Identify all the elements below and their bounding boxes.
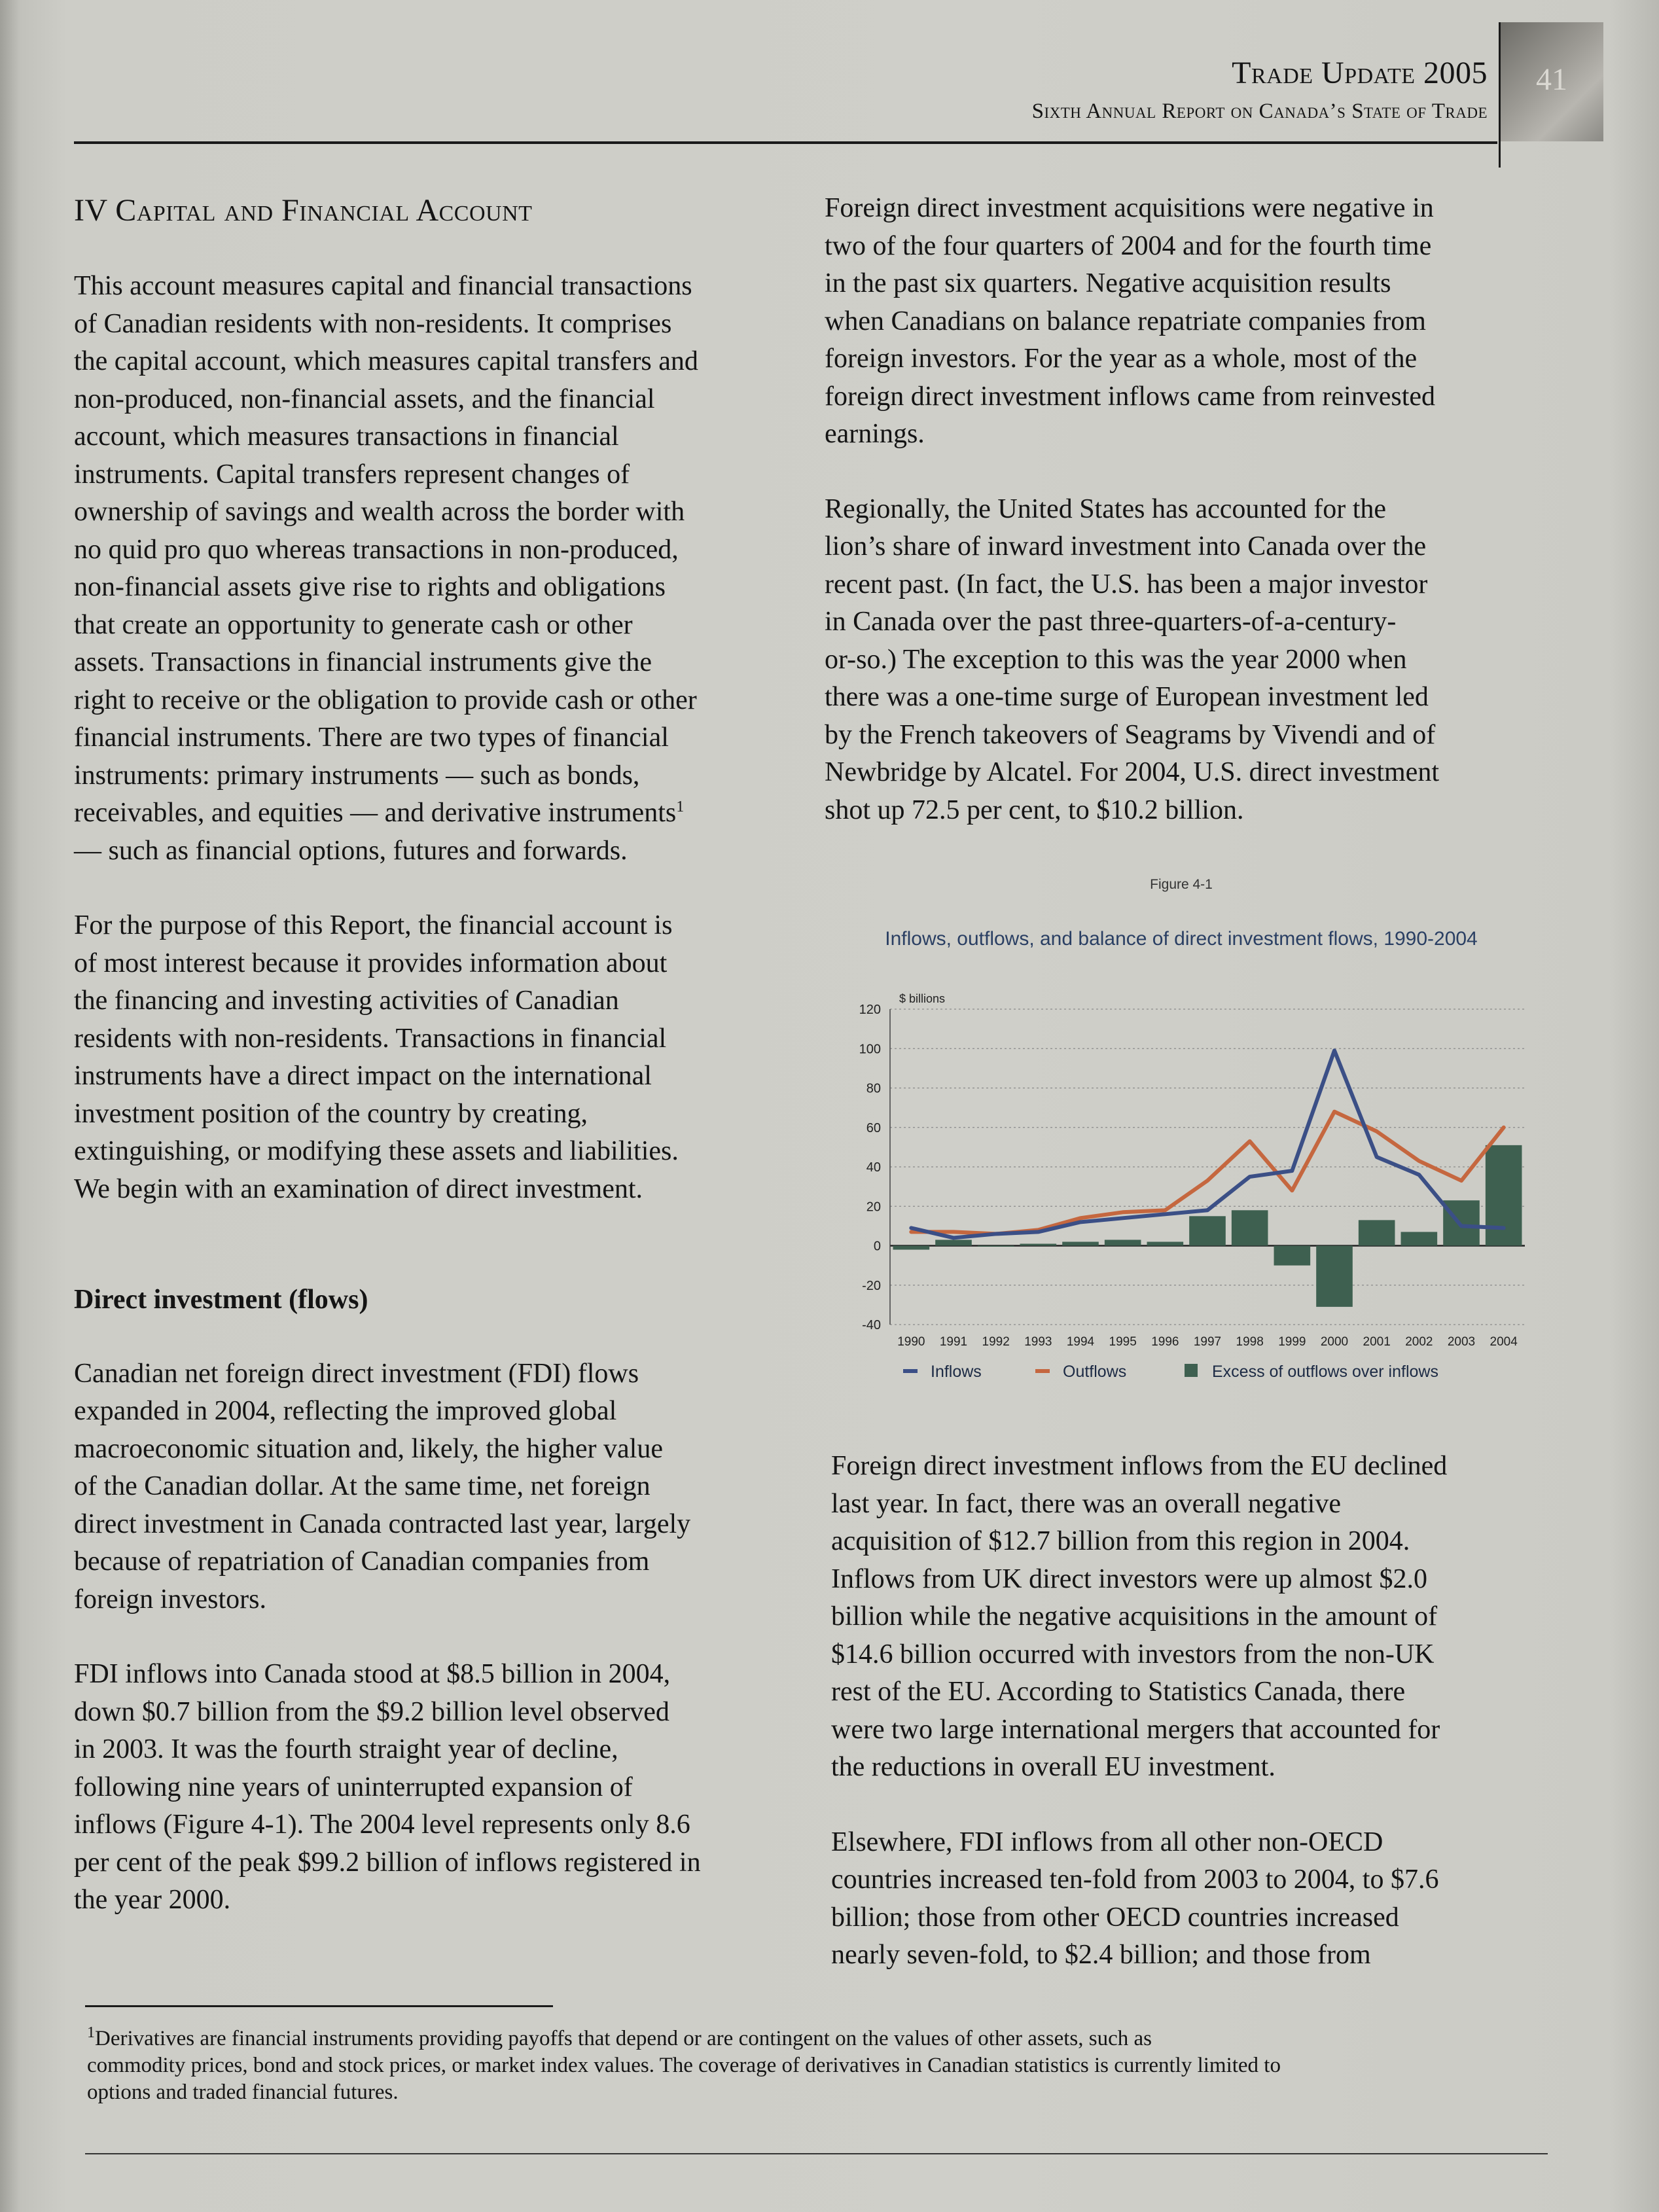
x-tick-label: 1992 [982,1335,1010,1349]
y-tick-label: 20 [866,1200,881,1215]
x-tick-label: 2000 [1320,1335,1349,1349]
legend-label: Outflows [1063,1363,1127,1381]
y-axis-label: $ billions [899,992,946,1005]
footnote-marker: 1 [87,2024,95,2041]
y-tick-label: 80 [866,1081,881,1096]
page-number-tab [1500,22,1603,141]
direct-investment-chart [831,975,1538,1381]
bar-excess-2001 [1359,1220,1395,1245]
x-tick-label: 1994 [1066,1335,1095,1349]
y-tick-label: 120 [859,1003,881,1017]
paragraph-regional: Regionally, the United States has accounted for the lion’s share of inward investment into Canada over the recent past. (In fact, the U.S. has been a major investor in Canada over the past three-quarters-of-a-century- or-so.) The exception to this was the year 2000 when there was a one-time surge of European investment led by the French takeovers of Seagrams by Vivendi and of Newbridge by Alcatel. For 2004, U.S. direct investment shot up 72.5 per cent, to $10.2 billion. [825,493,1439,825]
bar-excess-1995 [1105,1240,1141,1245]
bar-excess-1991 [935,1240,972,1245]
tab-divider [1499,22,1501,168]
legend-swatch-inflows [903,1369,918,1373]
left-column [74,191,810,1957]
bar-excess-2000 [1316,1246,1353,1307]
x-tick-label: 1991 [939,1335,968,1349]
x-tick-label: 2004 [1490,1335,1518,1349]
running-header-subtitle: Sixth Annual Report on Canada’s State of Trade [1031,99,1488,123]
bar-excess-1992 [978,1246,1014,1247]
bar-excess-2004 [1486,1145,1522,1246]
y-tick-label: -40 [862,1318,881,1332]
right-column-top [825,190,1538,866]
x-tick-label: 1997 [1193,1335,1222,1349]
header-rule [74,141,1497,144]
bar-excess-1994 [1062,1241,1099,1245]
y-tick-label: 40 [866,1160,881,1175]
legend-swatch-outflows [1035,1369,1050,1373]
x-tick-label: 2002 [1405,1335,1433,1349]
paragraph-eu-inflows: Foreign direct investment inflows from the EU declined last year. In fact, there was an overall negative acquisition of $12.7 billion from this region in 2004. Inflows from UK direct investors were up almost $2.0 billion while the negative acquisitions in the amount of $14.6 billion occurred with investors from the non-UK rest of the EU. According to Statistics Canada, there were two large international mergers that accounted for the reductions in overall EU investment. [831,1451,1448,1782]
running-header-title: Trade Update 2005 [1232,56,1488,90]
footnote-rule [85,2005,553,2007]
paragraph-acquisitions: Foreign direct investment acquisitions were negative in two of the four quarters of 2004 and for the fourth time in the past six quarters. Negative acquisition results when Canadians on balance repatriate companies from foreign investors. For the year as a whole, most of the foreign direct investment inflows came from reinvested earnings. [825,193,1436,449]
legend-label: Inflows [931,1363,982,1381]
bottom-rule [85,2153,1548,2154]
x-tick-label: 1999 [1278,1335,1306,1349]
bar-excess-1993 [1020,1243,1057,1245]
page-number: 41 [1536,62,1567,97]
x-tick-label: 1995 [1109,1335,1137,1349]
footnote-text: Derivatives are financial instruments providing payoffs that depend or are contingent on the values of other assets, such as commodity prices, bond and stock prices, or market index values. The coverage of derivatives in Canadian statistics is currently limited to options and traded financial futures. [87,2027,1281,2104]
bar-excess-1998 [1232,1210,1268,1245]
paragraph-fdi-inflows: FDI inflows into Canada stood at $8.5 billion in 2004, down $0.7 billion from the $9.2 billion level observed in 2003. It was the fourth straight year of decline, following nine years of uninterrupted expansion of inflows (Figure 4-1). The 2004 level represents only 8.6 per cent of the peak $99.2 billion of inflows registered in the year 2000. [74,1659,701,1915]
paragraph-other-inflows: Elsewhere, FDI inflows from all other non-OECD countries increased ten-fold from 2003 to 2004, to $7.6 billion; those from other OECD countries increased nearly seven-fold, to $2.4 billion; and those from [831,1827,1439,1970]
footnote-ref: 1 [676,798,685,815]
bar-excess-1990 [893,1246,930,1250]
paragraph-capital-account [74,268,810,870]
bar-excess-1996 [1147,1241,1184,1245]
x-tick-label: 1998 [1236,1335,1264,1349]
line-inflows [911,1050,1503,1238]
bar-excess-2002 [1401,1232,1438,1245]
bar-excess-1997 [1189,1216,1226,1245]
legend-swatch-excess [1185,1364,1198,1377]
bar-excess-1999 [1274,1246,1311,1266]
x-tick-label: 1993 [1024,1335,1052,1349]
figure-title: Inflows, outflows, and balance of direct investment flows, 1990-2004 [885,928,1478,950]
y-tick-label: 60 [866,1120,881,1135]
paragraph-text: This account measures capital and financial transactions of Canadian residents with non-residents. It comprises the capital account, which measures capital transfers and non-produced, non-financial assets, and the financial account, which measures transactions in financial instruments. Capital transfers represent changes of ownership of savings and wealth across the border with no quid pro quo whereas transactions in non-produced, non-financial assets give rise to rights and obligations that create an opportunity to generate cash or other assets. Transactions in financial instruments give the right to receive or the obligation to provide cash or other financial instruments. There are two types of financial instruments: primary instruments — such as bonds, receivables, and equities — and derivative instruments [74,271,698,828]
paragraph-net-fdi: Canadian net foreign direct investment (FDI) flows expanded in 2004, reflecting the improved global macroeconomic situation and, likely, the higher value of the Canadian dollar. At the same time, net foreign direct investment in Canada contracted last year, largely because of repatriation of Canadian companies from foreign investors. [74,1358,691,1614]
right-column-bottom [831,1448,1544,2012]
y-tick-label: 100 [859,1042,881,1057]
x-tick-label: 2001 [1363,1335,1391,1349]
x-tick-label: 1996 [1151,1335,1179,1349]
footnote [87,2025,1546,2106]
legend-label: Excess of outflows over inflows [1212,1363,1438,1381]
y-tick-label: -20 [862,1278,881,1293]
paragraph-financial-account: For the purpose of this Report, the financial account is of most interest because it provides information about the financing and investing activities of Canadian residents with non-residents. Transactions in financial instruments have a direct impact on the international investment position of the country by creating, extinguishing, or modifying these assets and liabilities. We begin with an examination of direct investment. [74,910,679,1204]
section-heading: IV Capital and Financial Account [74,193,533,228]
figure-label: Figure 4-1 [1150,877,1213,892]
x-tick-label: 1990 [897,1335,925,1349]
x-tick-label: 2003 [1447,1335,1476,1349]
subheading-direct-investment: Direct investment (flows) [74,1285,368,1315]
y-tick-label: 0 [873,1239,881,1254]
paragraph-text-end: — such as financial options, futures and forwards. [74,835,628,866]
